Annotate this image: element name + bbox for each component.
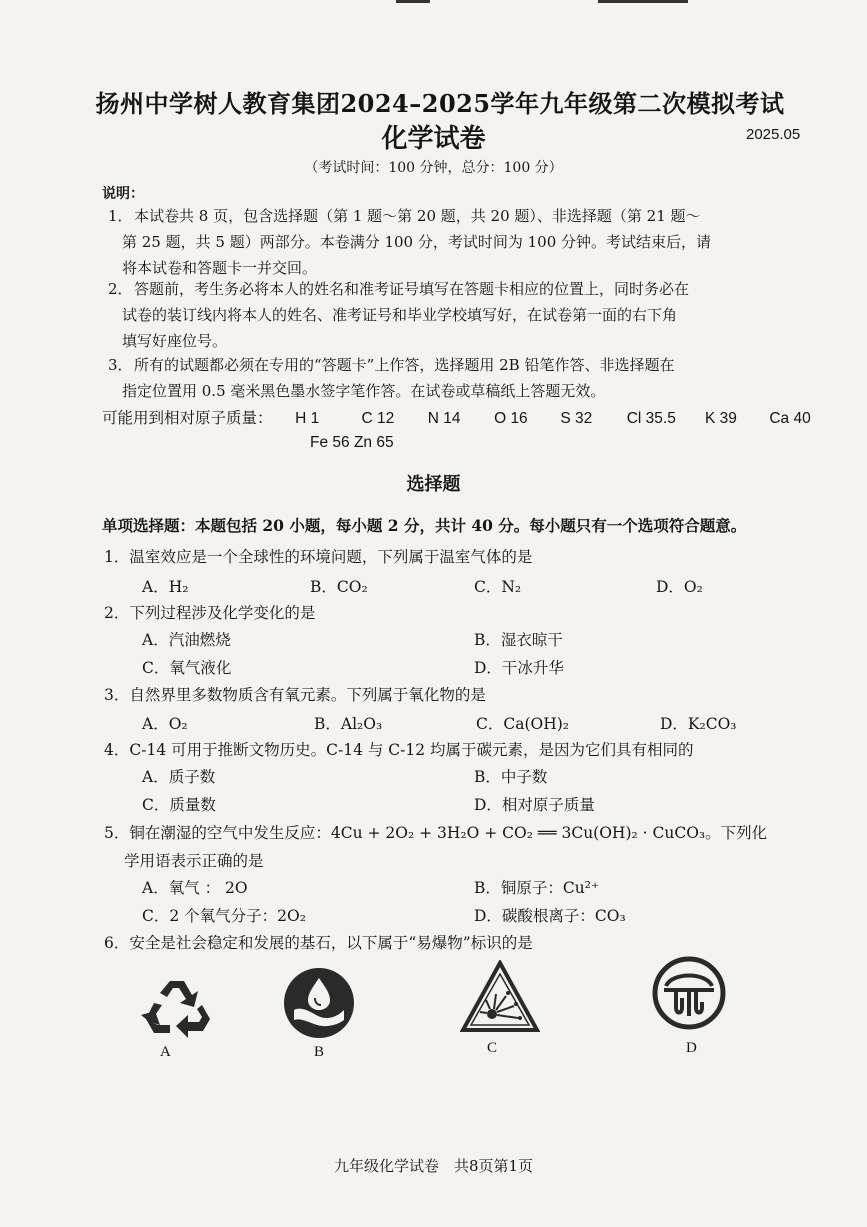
water-saving-icon <box>652 956 726 1030</box>
mass-item: N 14 <box>427 410 461 427</box>
question-stem-cont: 学用语表示正确的是 <box>124 852 264 870</box>
mass-item: K 39 <box>705 410 737 427</box>
option-a: A．汽油燃烧 <box>142 631 231 649</box>
note-number: 1． <box>108 207 133 225</box>
notes-label: 说明： <box>102 186 144 202</box>
option-c: C．Ca(OH)₂ <box>476 715 569 733</box>
scan-mark <box>598 0 688 3</box>
masses-label: 可能用到相对原子质量： <box>102 409 273 427</box>
option-a: A．氧气 ： 2O <box>142 879 248 897</box>
icon-label-a: A <box>160 1044 171 1060</box>
atomic-masses <box>102 406 811 428</box>
option-c: C．氧气液化 <box>142 659 232 677</box>
explosive-warning-icon <box>460 960 540 1034</box>
mass-item: H 1 <box>295 410 320 427</box>
question-stem: 4．C-14 可用于推断文物历史。C-14 与 C-12 均属于碳元素，是因为它们具有相同的 <box>104 741 694 759</box>
option-b: B．湿衣晾干 <box>474 631 563 649</box>
note-item <box>108 276 828 356</box>
option-b: B．中子数 <box>474 768 548 786</box>
option-a: A．O₂ <box>142 715 188 733</box>
option-b: B．CO₂ <box>310 578 368 596</box>
note-number: 3． <box>108 356 133 374</box>
option-d: D．碳酸根离子：CO₃ <box>474 907 626 925</box>
option-a: A．H₂ <box>142 578 189 596</box>
note-line: 将本试卷和答题卡一并交回。 <box>122 259 318 277</box>
question-stem: 1．温室效应是一个全球性的环境问题，下列属于温室气体的是 <box>104 548 533 566</box>
mass-item: O 16 <box>494 410 528 427</box>
atomic-masses-2 <box>310 434 394 452</box>
mass-item: Cl 35.5 <box>626 410 676 427</box>
option-d: D．K₂CO₃ <box>660 715 737 733</box>
note-line: 填写好座位号。 <box>122 332 228 350</box>
option-c: C．N₂ <box>474 578 522 596</box>
mass-item: Zn 65 <box>353 434 394 451</box>
option-d: D．相对原子质量 <box>474 796 595 814</box>
icon-label-d: D <box>686 1040 697 1056</box>
page-footer: 九年级化学试卷 共8页第1页 <box>333 1157 534 1175</box>
mass-item: C 12 <box>361 410 395 427</box>
exam-title: 扬州中学树人教育集团2024–2025学年九年级第二次模拟考试 <box>95 89 785 118</box>
note-line: 答题前，考生务必将本人的姓名和准考证号填写在答题卡相应的位置上，同时务必在 <box>134 280 690 298</box>
recycle-icon <box>140 975 216 1043</box>
note-item <box>108 352 828 408</box>
note-line: 试卷的装订线内将本人的姓名、准考证号和毕业学校填写好，在试卷第一面的右下角 <box>122 306 678 324</box>
option-b: B．Al₂O₃ <box>314 715 383 733</box>
question-stem: 3．自然界里多数物质含有氧元素。下列属于氧化物的是 <box>104 686 486 704</box>
question-stem: 5．铜在潮湿的空气中发生反应：4Cu + 2O₂ + 3H₂O + CO₂ ══ 3Cu(OH)₂ · CuCO₃。下列化 <box>104 824 768 842</box>
option-d: D．干冰升华 <box>474 659 564 677</box>
exam-date: 2025.05 <box>746 126 801 143</box>
icon-label-b: B <box>314 1044 325 1060</box>
icon-label-c: C <box>487 1040 498 1056</box>
option-c: C．2 个氧气分子：2O₂ <box>142 907 306 925</box>
option-b: B．铜原子：Cu²⁺ <box>474 879 600 897</box>
note-number: 2． <box>108 280 133 298</box>
note-line: 所有的试题都必须在专用的“答题卡”上作答，选择题用 2B 铅笔作答、非选择题在 <box>134 356 675 374</box>
option-d: D．O₂ <box>656 578 703 596</box>
time-info: （考试时间：100 分钟，总分：100 分） <box>304 160 563 176</box>
water-drop-hand-icon <box>282 966 356 1040</box>
option-a: A．质子数 <box>142 768 216 786</box>
note-line: 本试卷共 8 页，包含选择题（第 1 题～第 20 题，共 20 题）、非选择题（第 21 题～ <box>134 207 701 225</box>
scan-mark <box>396 0 430 3</box>
question-stem: 6．安全是社会稳定和发展的基石，以下属于“易爆物”标识的是 <box>104 934 533 952</box>
exam-subtitle: 化学试卷 <box>381 124 486 154</box>
mass-item: S 32 <box>560 410 593 427</box>
note-line: 指定位置用 0.5 毫米黑色墨水签字笔作答。在试卷或草稿纸上答题无效。 <box>122 382 606 400</box>
mass-item: Fe 56 <box>310 434 350 451</box>
note-line: 第 25 题，共 5 题）两部分。本卷满分 100 分，考试时间为 100 分钟。考试结束后，请 <box>122 233 712 251</box>
section-instruction: 单项选择题：本题包括 20 小题，每小题 2 分，共计 40 分。每小题只有一个选项符合题意。 <box>102 516 747 535</box>
mass-item: Ca 40 <box>769 410 811 427</box>
question-stem: 2．下列过程涉及化学变化的是 <box>104 604 316 622</box>
note-item <box>108 203 828 283</box>
option-c: C．质量数 <box>142 796 216 814</box>
section-title: 选择题 <box>406 474 461 495</box>
